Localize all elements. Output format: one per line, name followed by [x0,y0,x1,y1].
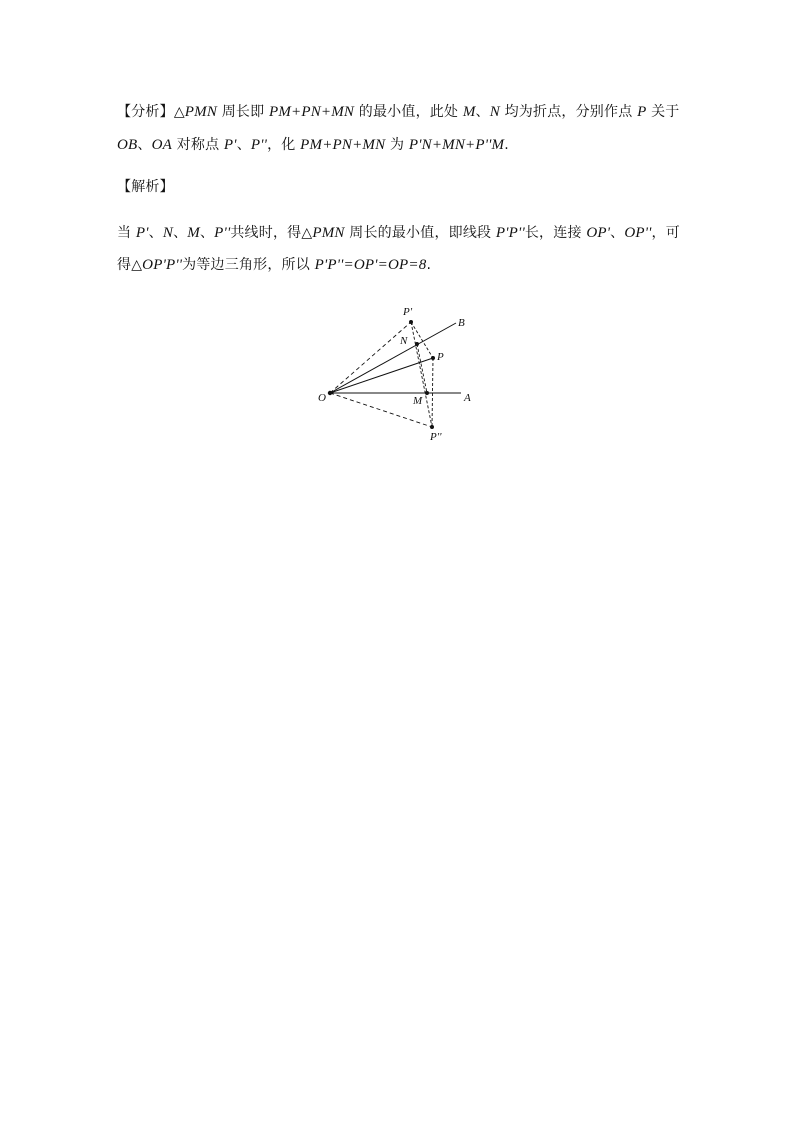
text-run: 、 [173,225,188,241]
text-run: 、 [475,104,490,120]
text-run: 均为折点，分别作点 [499,104,638,120]
math-run: P'N+MN+P''M [408,137,505,153]
point-p [431,356,435,360]
text-run: 、 [236,137,251,153]
math-run: OA [151,137,173,153]
math-run: M [462,104,476,120]
geometry-figure [314,300,484,450]
text-run: 长，连接 [524,225,587,241]
text-run: 为等边三角形，所以 [182,257,315,273]
point-p1 [409,320,413,324]
point-m [425,391,429,395]
label-a: A [464,392,471,404]
text-run: 为 [385,137,409,153]
text-run: 、 [199,225,215,241]
dashed-nm [417,344,427,393]
solution-heading-line [117,178,174,196]
math-run: PMN [184,104,218,120]
text-run: 、 [148,225,163,241]
text-run: 周长即 [217,104,269,120]
label-p-prime: P' [403,306,413,318]
analysis-heading: 【分析】 [117,104,174,120]
text-run: 对称点 [172,137,224,153]
label-n: N [400,335,408,347]
math-run: P'' [214,225,231,241]
math-run: PM+PN+MN [268,104,355,120]
solution-heading: 【解析】 [117,179,174,195]
point-o [328,391,332,395]
math-run: OP'' [624,225,652,241]
point-n [415,342,419,346]
math-run: P [637,104,647,120]
math-run: OB [117,137,138,153]
math-run: M [187,225,200,241]
label-p: P [437,351,444,363]
text-run: 共线时，得△ [230,225,313,241]
dashed-op1 [330,322,411,393]
math-run: P'P''=OP'=OP=8 [314,257,427,273]
label-b: B [458,317,465,329]
math-run: N [489,104,500,120]
text-run: 的最小值，此处 [354,104,463,120]
label-o: O [318,392,326,404]
text-run: . [504,137,509,153]
label-m: M [413,395,423,407]
text-run: . [426,257,432,273]
math-run: N [162,225,174,241]
label-p-double-prime: P'' [430,431,442,443]
text-run: 当 [117,225,136,241]
math-run: P'P'' [495,225,525,241]
math-run: P' [135,225,149,241]
analysis-line-1 [117,103,680,121]
text-run: 、 [610,225,625,241]
dashed-p1p [411,322,433,358]
text-run: 、 [137,137,152,153]
analysis-line-2 [117,136,509,154]
text-run: ，化 [267,137,301,153]
math-run: PM+PN+MN [300,137,386,153]
segment-op [330,358,433,393]
solution-line-2 [117,256,431,274]
text-run: △ [173,104,185,120]
math-run: P' [223,137,237,153]
text-run: 关于 [646,104,680,120]
text-run: 周长的最小值，即线段 [344,225,496,241]
math-run: PMN [312,225,345,241]
math-run: P'' [250,137,268,153]
text-run: 得△ [117,257,143,273]
math-run: OP' [586,225,611,241]
solution-line-1 [117,224,680,242]
point-p2 [430,425,434,429]
text-run: ，可 [651,225,680,241]
math-run: OP'P'' [142,257,183,273]
